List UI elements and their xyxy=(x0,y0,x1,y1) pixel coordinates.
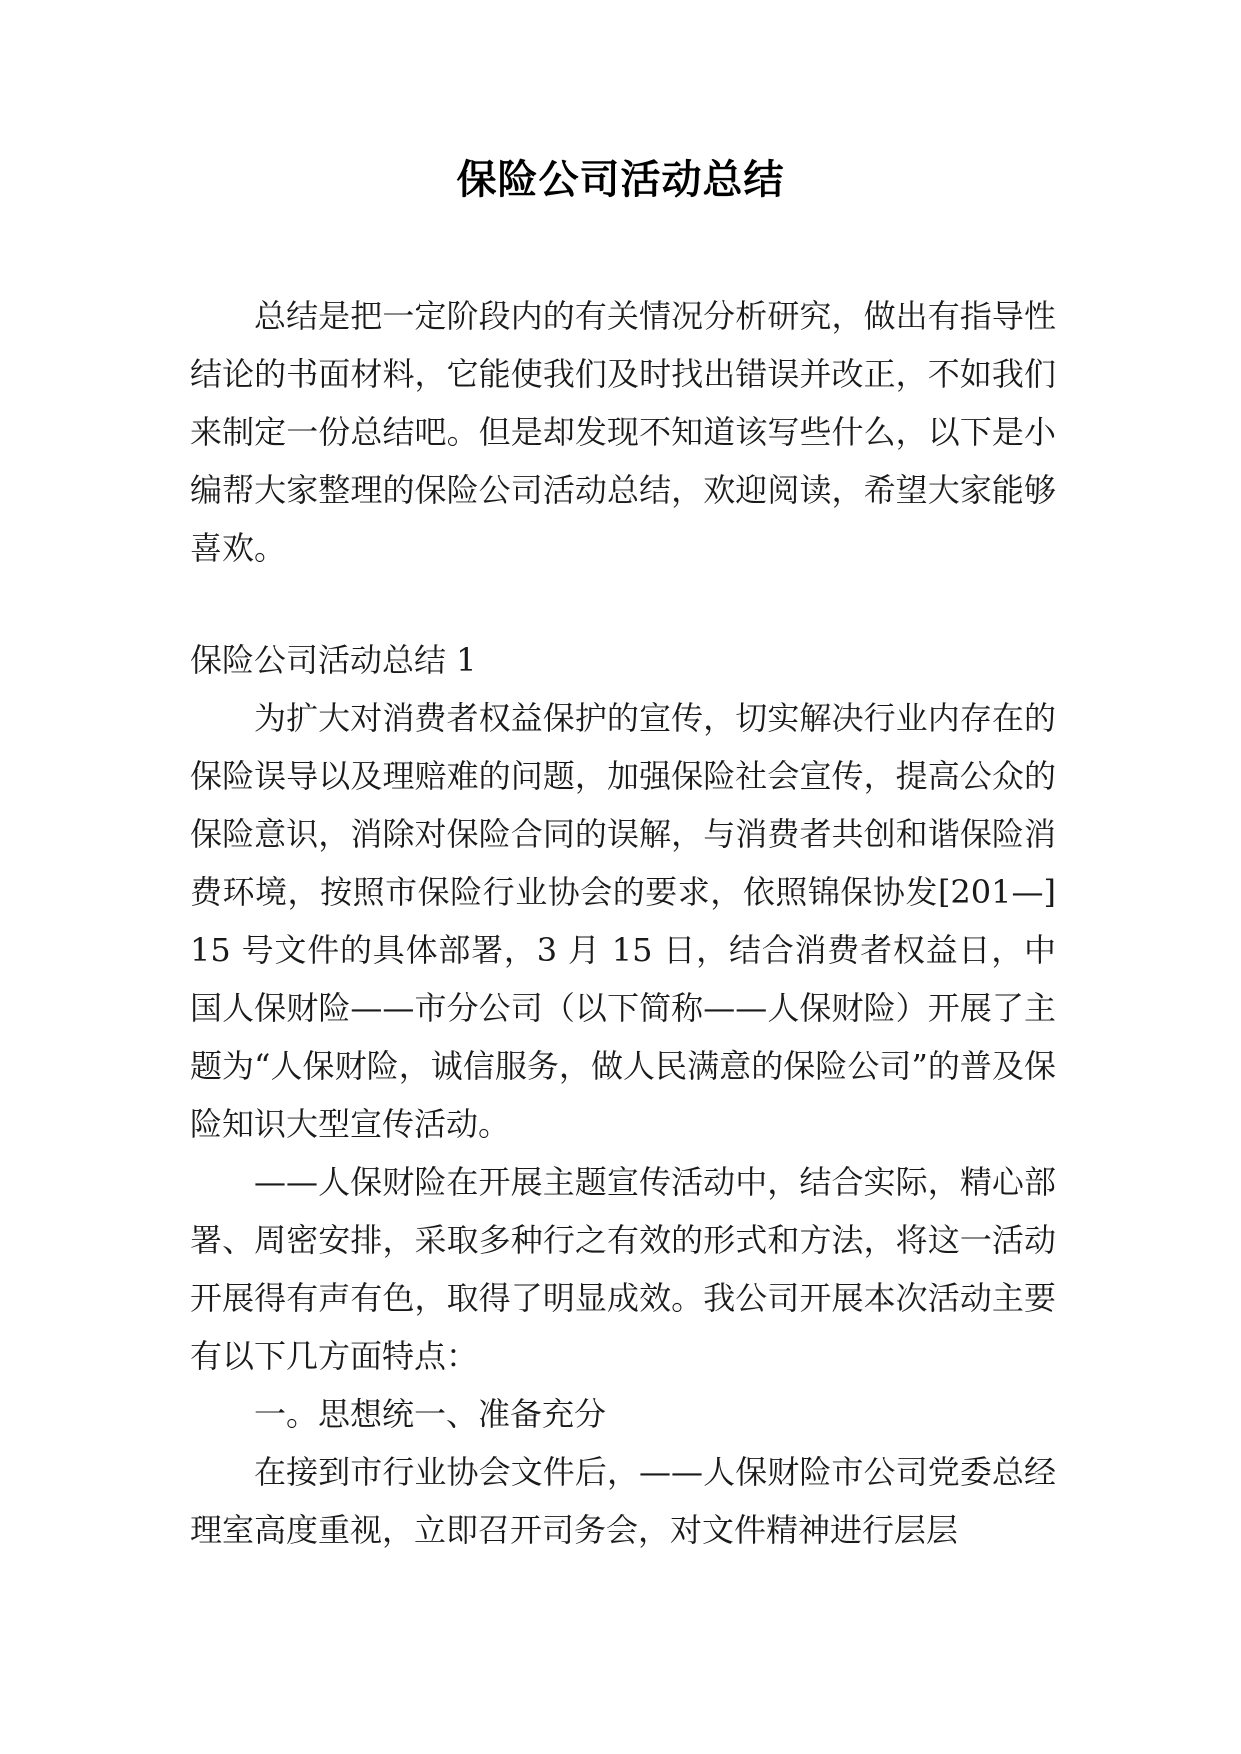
section-heading: 保险公司活动总结 1 xyxy=(190,641,477,679)
body-paragraph: ——人保财险在开展主题宣传活动中，结合实际，精心部署、周密安排，采取多种行之有效的形式和方法，将这一活动开展得有声有色，取得了明显成效。我公司开展本次活动主要有以下几方面特点： xyxy=(190,1163,1056,1375)
section-gap xyxy=(190,577,1056,631)
document-title: 保险公司活动总结 xyxy=(456,157,785,203)
document-body xyxy=(190,287,1056,1559)
subsection-heading: 一。思想统一、准备充分 xyxy=(254,1395,607,1433)
intro-paragraph: 总结是把一定阶段内的有关情况分析研究，做出有指导性结论的书面材料，它能使我们及时找出错误并改正，不如我们来制定一份总结吧。但是却发现不知道该写些什么，以下是小编帮大家整理的保险公司活动总结，欢迎阅读，希望大家能够喜欢。 xyxy=(190,297,1056,567)
body-paragraph: 在接到市行业协会文件后，——人保财险市公司党委总经理室高度重视，立即召开司务会，对文件精神进行层层 xyxy=(190,1453,1056,1549)
body-paragraph: 为扩大对消费者权益保护的宣传，切实解决行业内存在的保险误导以及理赔难的问题，加强保险社会宣传，提高公众的保险意识，消除对保险合同的误解，与消费者共创和谐保险消费环境，按照市保险行业协会的要求，依照锦保协发[201—]15 号文件的具体部署，3 月 15 日，结合消费者权益日，中国人保财险——市分公司（以下简称——人保财险）开展了主题为“人保财险，诚信服务，做人民满意的保险公司”的普及保险知识大型宣传活动。 xyxy=(190,699,1056,1143)
